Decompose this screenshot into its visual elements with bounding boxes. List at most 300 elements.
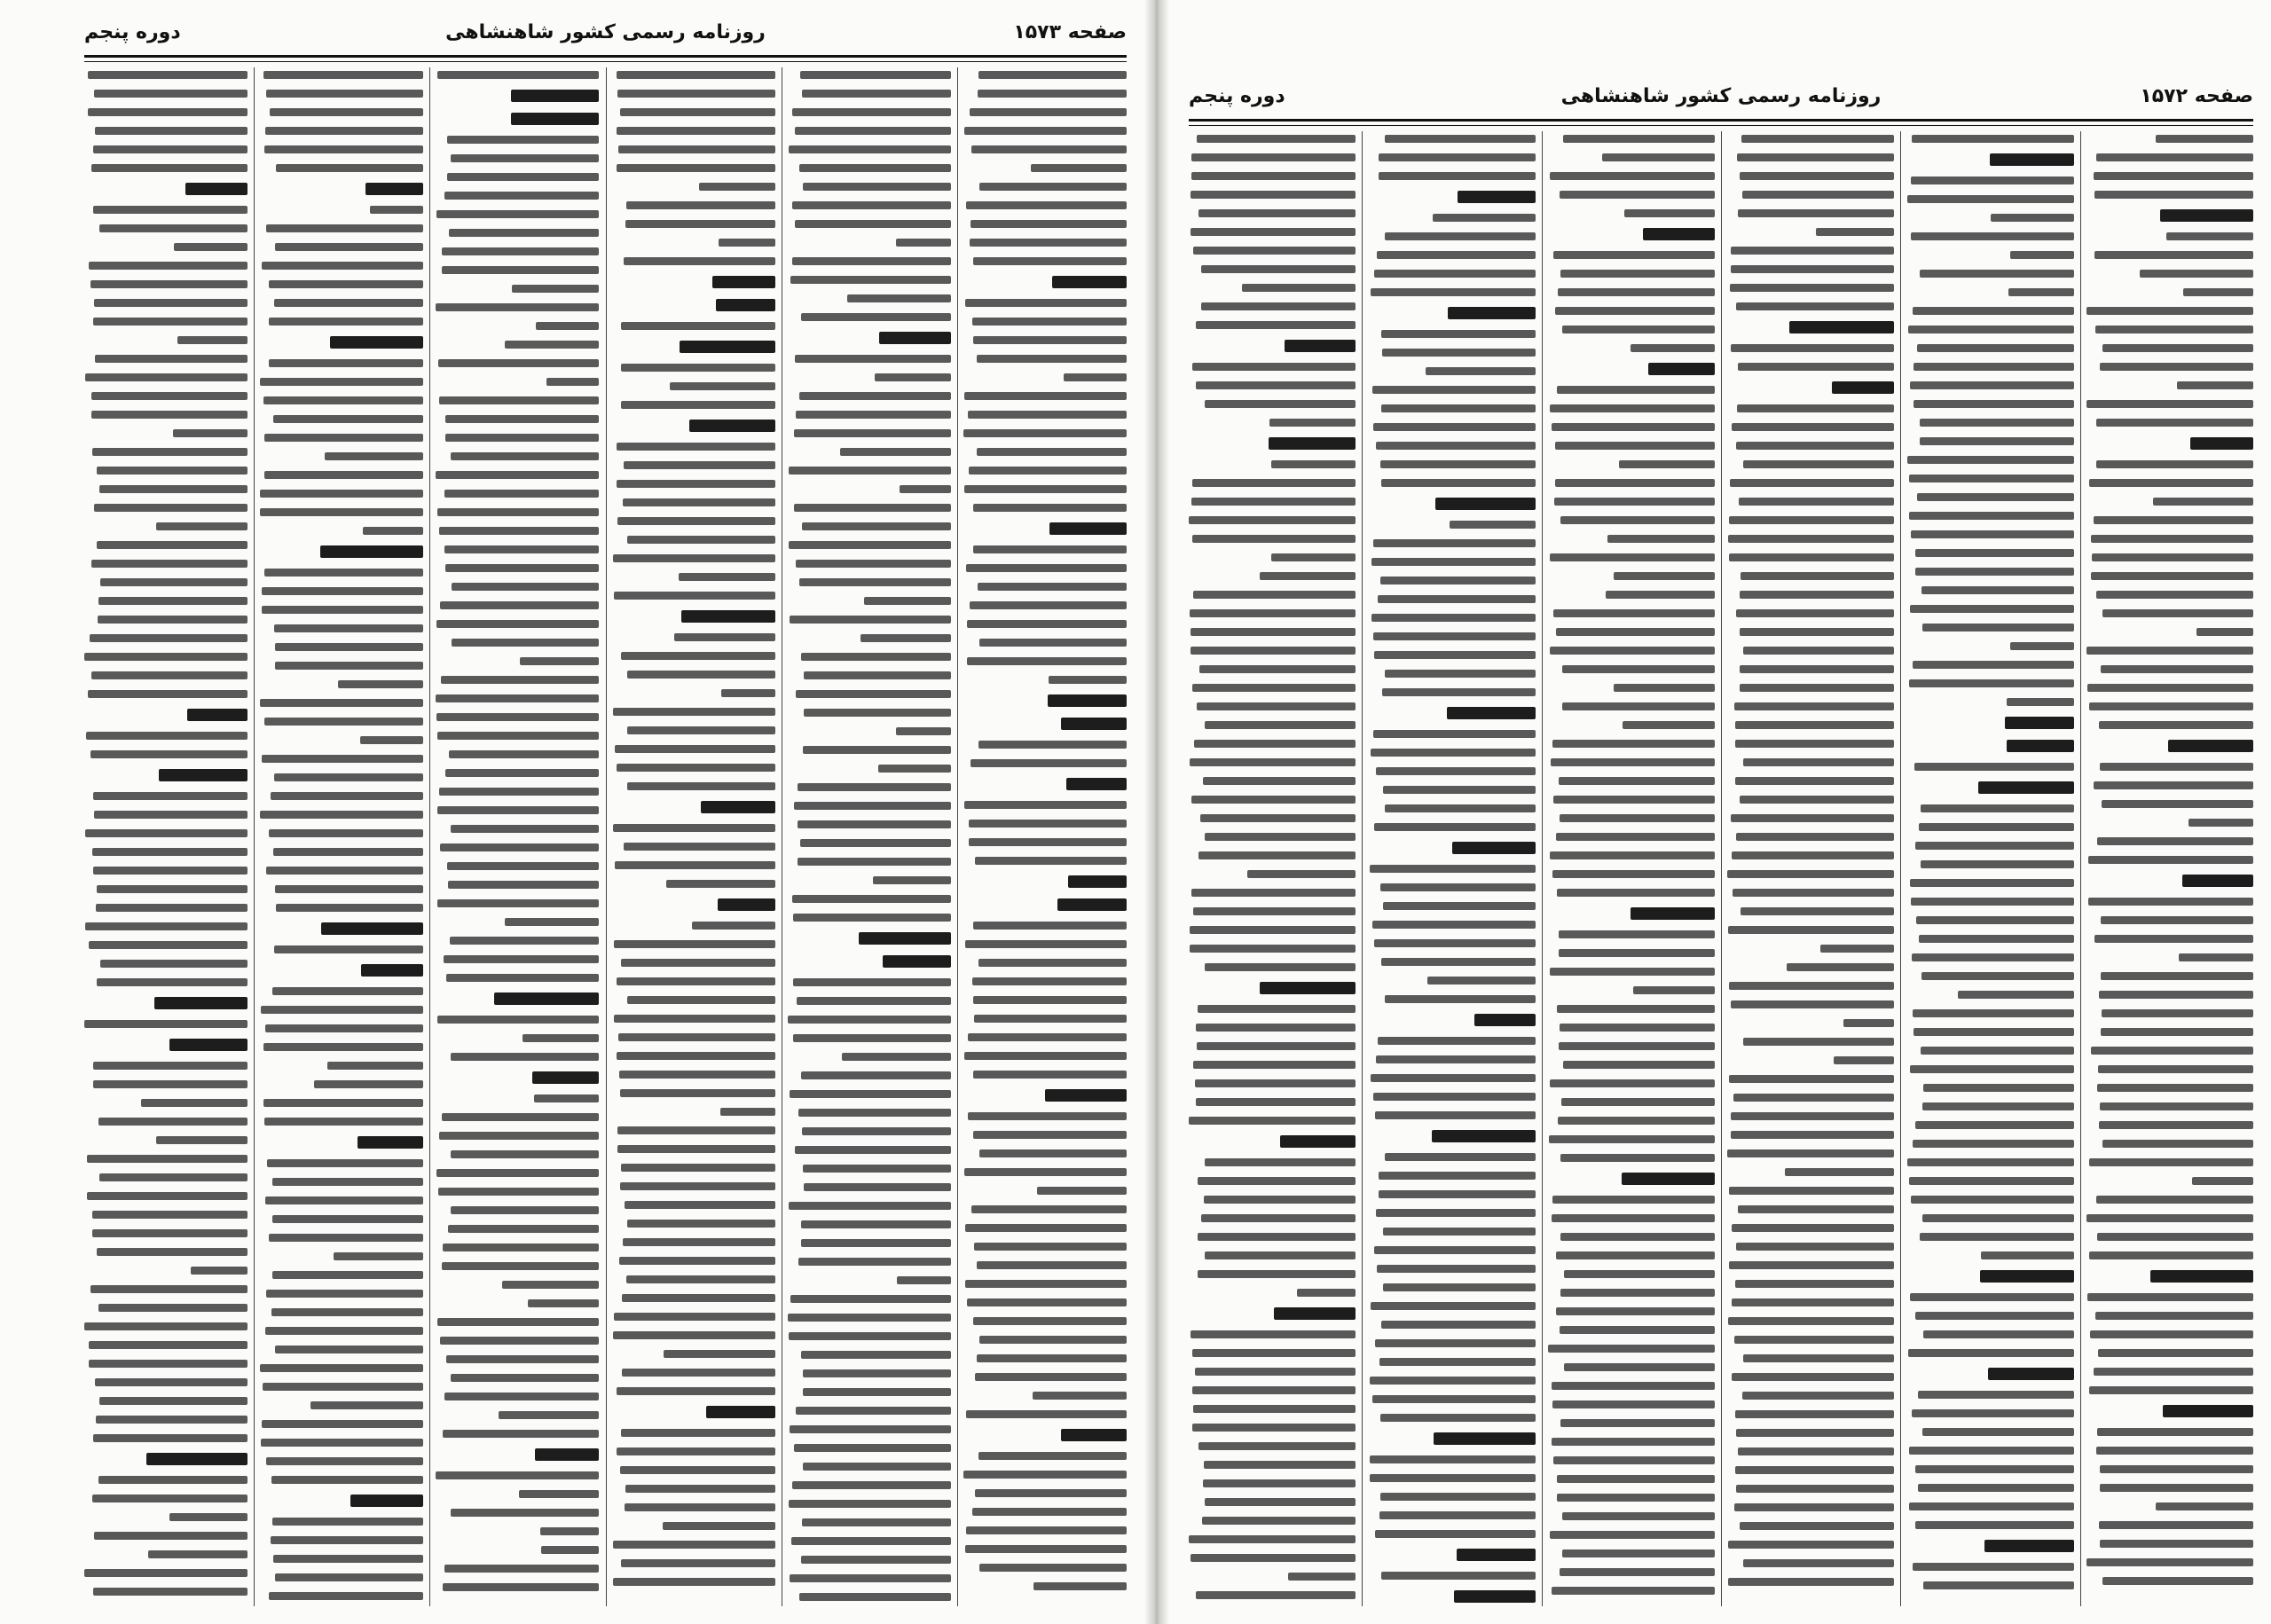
text-line: [796, 560, 951, 568]
text-line: [2098, 1349, 2253, 1357]
text-line: [91, 164, 248, 172]
text-line: [2096, 153, 2253, 161]
text-line: [86, 732, 248, 740]
text-line: [1031, 164, 1127, 172]
text-line: [1921, 586, 2074, 594]
text-line: [1922, 1214, 2074, 1222]
text-line: [679, 573, 775, 581]
text-line: [1727, 870, 1894, 878]
text-line: [274, 624, 423, 632]
text-line: [447, 862, 599, 870]
text-line: [1379, 1358, 1536, 1366]
text-line: [803, 1165, 951, 1173]
text-line: [965, 299, 1127, 307]
text-line: [1733, 1094, 1894, 1102]
text-line: [973, 504, 1127, 512]
column-separator: [254, 67, 255, 1606]
text-line: [1380, 1414, 1536, 1422]
text-line: [1385, 670, 1536, 678]
text-line: [1383, 1228, 1536, 1236]
text-line: [1734, 702, 1894, 710]
text-line: [621, 1164, 775, 1172]
text-line: [1729, 982, 1894, 990]
text-line: [1271, 460, 1356, 468]
text-line: [1373, 730, 1536, 738]
text-line: [875, 373, 951, 381]
text-line: [803, 183, 951, 191]
text-line: [1743, 1354, 1894, 1362]
text-line: [1374, 270, 1536, 278]
text-line: [796, 690, 951, 698]
text-line: [1064, 373, 1127, 381]
text-line: [1191, 628, 1356, 636]
text-line: [546, 378, 599, 386]
speaker-heading-line: [706, 1406, 775, 1418]
text-line: [2089, 1386, 2253, 1394]
text-line: [977, 355, 1127, 363]
text-line: [972, 1508, 1127, 1516]
text-line: [2094, 1368, 2253, 1376]
text-line: [265, 1327, 423, 1335]
text-line: [1192, 1424, 1356, 1432]
text-line: [1196, 1591, 1356, 1599]
text-line: [799, 1593, 951, 1601]
text-line: [436, 210, 599, 218]
text-line: [666, 880, 775, 888]
text-line: [437, 508, 599, 516]
text-line: [1731, 1000, 1894, 1008]
text-line: [2101, 972, 2253, 980]
text-line: [1552, 1382, 1715, 1390]
text-line: [970, 239, 1127, 247]
text-line: [444, 955, 599, 963]
column-separator: [429, 67, 430, 1606]
text-line: [1205, 833, 1356, 841]
text-line: [1374, 1246, 1536, 1254]
text-line: [1191, 1330, 1356, 1338]
text-line: [1731, 344, 1894, 352]
text-line: [1376, 1209, 1536, 1217]
text-line: [627, 1220, 775, 1228]
text-line: [1727, 1149, 1894, 1157]
speaker-heading-line: [1048, 694, 1127, 707]
text-line: [1735, 1466, 1894, 1474]
text-line: [625, 220, 775, 228]
text-line: [1735, 721, 1894, 729]
text-line: [1191, 647, 1356, 655]
text-line: [1731, 1112, 1894, 1120]
text-line: [1203, 777, 1356, 785]
text-line: [100, 578, 248, 586]
text-line: [1915, 1121, 2074, 1129]
text-line: [804, 671, 951, 679]
text-line: [802, 522, 951, 530]
speaker-heading-line: [1447, 707, 1536, 719]
text-line: [964, 392, 1127, 400]
text-line: [964, 1168, 1127, 1176]
text-line: [266, 90, 423, 98]
text-line: [1619, 460, 1715, 468]
text-line: [262, 755, 423, 763]
text-line: [2102, 1140, 2253, 1148]
text-line: [793, 1034, 951, 1042]
text-line: [442, 266, 599, 274]
text-line: [439, 1132, 599, 1140]
speaker-heading-line: [1435, 498, 1536, 510]
text-line: [896, 239, 951, 247]
text-line: [1912, 1409, 2074, 1417]
text-line: [627, 782, 775, 790]
text-line: [789, 541, 951, 549]
text-line: [1916, 916, 2074, 924]
text-line: [449, 750, 599, 758]
text-line: [1742, 191, 1894, 199]
text-column: [963, 67, 1127, 1606]
text-line: [1736, 1485, 1894, 1493]
text-line: [445, 415, 599, 423]
text-line: [965, 1545, 1127, 1553]
text-line: [1816, 228, 1894, 236]
speaker-heading-line: [680, 341, 775, 353]
text-line: [447, 173, 599, 181]
text-line: [1373, 1093, 1536, 1101]
text-line: [445, 564, 599, 572]
text-line: [897, 1276, 951, 1284]
text-line: [1373, 539, 1536, 547]
speaker-heading-line: [1068, 875, 1127, 888]
text-line: [99, 485, 248, 493]
text-line: [617, 517, 775, 525]
text-line: [1740, 628, 1894, 636]
text-line: [614, 1015, 775, 1023]
text-line: [624, 461, 775, 469]
text-line: [804, 709, 951, 717]
text-line: [1606, 591, 1715, 599]
text-line: [1247, 870, 1356, 878]
text-line: [1556, 1307, 1715, 1315]
text-line: [617, 1126, 775, 1134]
text-line: [2101, 665, 2253, 673]
text-line: [1560, 1024, 1715, 1032]
text-line: [792, 895, 951, 903]
text-line: [91, 560, 248, 568]
text-line: [1198, 1233, 1356, 1241]
text-line: [327, 1062, 423, 1070]
text-line: [803, 746, 951, 754]
text-line: [91, 671, 248, 679]
text-line: [1922, 1428, 2074, 1436]
text-line: [528, 1299, 599, 1307]
text-line: [2102, 609, 2253, 617]
text-line: [721, 689, 775, 697]
text-line: [441, 676, 599, 684]
text-line: [2087, 684, 2253, 692]
text-line: [439, 396, 599, 404]
text-line: [1427, 977, 1536, 985]
text-column: [260, 67, 423, 1606]
text-line: [1383, 902, 1536, 910]
text-line: [803, 1463, 951, 1471]
text-line: [1981, 1251, 2074, 1259]
text-line: [1198, 209, 1356, 217]
text-line: [1560, 1568, 1715, 1576]
text-line: [973, 1071, 1127, 1079]
text-line: [973, 996, 1127, 1004]
text-line: [793, 978, 951, 986]
right-page-columns: [1189, 131, 2253, 1606]
speaker-heading-line: [718, 898, 775, 911]
text-line: [965, 1280, 1127, 1288]
text-line: [617, 1145, 775, 1153]
text-line: [973, 545, 1127, 553]
text-line: [1563, 135, 1715, 143]
text-line: [1923, 1084, 2074, 1092]
text-line: [1550, 404, 1715, 412]
text-line: [625, 1485, 775, 1493]
text-line: [93, 792, 248, 800]
right-header-rule: [1189, 119, 2253, 126]
text-line: [1562, 326, 1715, 333]
text-line: [798, 1109, 951, 1117]
text-line: [1743, 460, 1894, 468]
right-page-number: صفحه ۱۵۷۲: [2140, 85, 2253, 107]
text-line: [1201, 1214, 1356, 1222]
speaker-heading-line: [1280, 1135, 1356, 1148]
text-line: [974, 1015, 1127, 1023]
text-line: [1560, 1419, 1715, 1427]
text-line: [800, 839, 951, 847]
text-line: [98, 616, 248, 624]
speaker-heading-line: [1260, 982, 1356, 994]
text-line: [98, 597, 248, 605]
text-line: [269, 359, 423, 367]
text-line: [2094, 191, 2253, 199]
text-line: [93, 1434, 248, 1442]
text-line: [1199, 665, 1356, 673]
text-line: [1731, 247, 1894, 255]
text-line: [790, 1090, 951, 1098]
text-line: [2101, 1028, 2253, 1036]
text-line: [968, 411, 1127, 419]
text-line: [720, 1108, 775, 1116]
text-line: [789, 1500, 951, 1508]
text-line: [797, 997, 951, 1005]
text-line: [1735, 777, 1894, 785]
text-line: [1297, 1289, 1356, 1297]
text-line: [795, 127, 951, 135]
text-line: [2099, 1121, 2253, 1129]
text-line: [796, 411, 951, 419]
text-line: [1737, 404, 1894, 412]
text-line: [964, 485, 1127, 493]
text-line: [2096, 1447, 2253, 1455]
text-line: [499, 1411, 599, 1419]
text-line: [1379, 1511, 1536, 1519]
text-line: [275, 643, 423, 651]
text-line: [1915, 568, 2074, 576]
text-line: [275, 662, 423, 670]
text-line: [94, 811, 248, 819]
text-line: [617, 1447, 775, 1455]
text-line: [794, 429, 951, 437]
text-line: [790, 1425, 951, 1433]
text-line: [1550, 1531, 1715, 1539]
text-line: [1376, 767, 1536, 775]
text-line: [445, 434, 599, 442]
text-line: [1379, 1172, 1536, 1180]
text-line: [90, 280, 248, 288]
text-line: [2008, 288, 2074, 296]
text-line: [801, 313, 951, 321]
text-line: [790, 276, 951, 284]
text-line: [325, 452, 423, 460]
speaker-heading-line: [169, 1039, 248, 1051]
speaker-heading-line: [1454, 1590, 1536, 1603]
text-line: [450, 937, 599, 945]
text-line: [1192, 1349, 1356, 1357]
text-line: [1191, 796, 1356, 804]
text-line: [1909, 1177, 2074, 1185]
text-line: [437, 806, 599, 814]
text-line: [271, 1308, 423, 1316]
text-line: [88, 690, 248, 698]
text-line: [436, 620, 599, 628]
text-line: [92, 1495, 248, 1502]
text-line: [1735, 1280, 1894, 1288]
text-line: [1921, 804, 2074, 812]
text-line: [1200, 814, 1356, 822]
text-line: [263, 1383, 423, 1391]
text-line: [1728, 926, 1894, 934]
text-line: [1740, 796, 1894, 804]
text-line: [617, 90, 775, 98]
text-line: [1193, 1405, 1356, 1413]
text-line: [1907, 456, 2074, 464]
speaker-heading-line: [2005, 717, 2074, 729]
text-line: [971, 1205, 1127, 1213]
text-line: [864, 597, 951, 605]
text-line: [799, 392, 951, 400]
text-line: [444, 490, 599, 498]
text-line: [2010, 642, 2074, 650]
text-line: [973, 1131, 1127, 1139]
text-line: [261, 1439, 423, 1447]
text-line: [719, 239, 775, 247]
text-line: [792, 201, 951, 209]
text-line: [621, 1429, 775, 1437]
text-line: [1922, 1102, 2074, 1110]
text-line: [85, 373, 248, 381]
text-line: [979, 1149, 1127, 1157]
speaker-heading-line: [1622, 1173, 1715, 1185]
text-line: [85, 829, 248, 837]
text-line: [789, 1332, 951, 1340]
text-line: [260, 811, 423, 819]
text-line: [99, 1397, 248, 1405]
text-line: [670, 382, 775, 390]
text-line: [274, 773, 423, 781]
text-line: [1910, 1293, 2074, 1301]
text-line: [451, 1509, 599, 1517]
text-line: [1736, 1243, 1894, 1251]
text-line: [2094, 251, 2253, 259]
text-line: [449, 229, 599, 237]
text-line: [96, 1416, 248, 1424]
text-line: [1552, 740, 1715, 748]
text-line: [1555, 307, 1715, 315]
text-line: [437, 732, 599, 740]
text-column: [612, 67, 775, 1606]
text-line: [1923, 1581, 2074, 1589]
speaker-heading-line: [712, 276, 775, 288]
right-page: [1162, 0, 2271, 1624]
text-line: [699, 183, 775, 191]
text-line: [1033, 1582, 1127, 1590]
text-line: [1624, 209, 1715, 217]
text-line: [93, 1588, 248, 1596]
text-line: [1739, 498, 1894, 506]
text-line: [1260, 572, 1356, 580]
text-line: [275, 1345, 423, 1353]
text-line: [436, 1169, 599, 1177]
speaker-heading-line: [1066, 778, 1127, 790]
text-line: [1557, 1494, 1715, 1502]
text-line: [1192, 535, 1356, 543]
text-line: [794, 504, 951, 512]
text-line: [264, 569, 423, 577]
text-line: [615, 745, 775, 753]
text-line: [1189, 516, 1356, 524]
text-line: [436, 694, 599, 702]
text-line: [89, 941, 248, 949]
text-line: [1911, 530, 2074, 538]
text-line: [1614, 684, 1715, 692]
text-line: [795, 355, 951, 363]
text-line: [436, 471, 599, 479]
text-line: [979, 183, 1127, 191]
text-line: [1558, 1117, 1715, 1125]
text-line: [1911, 232, 2074, 240]
text-line: [975, 857, 1127, 865]
speaker-heading-line: [1049, 522, 1127, 535]
text-line: [436, 713, 599, 721]
speaker-heading-line: [1274, 1307, 1356, 1320]
text-line: [1379, 153, 1536, 161]
text-line: [91, 411, 248, 419]
text-line: [979, 1336, 1127, 1344]
text-line: [1198, 1005, 1356, 1013]
text-line: [1553, 796, 1715, 804]
text-line: [1372, 386, 1536, 394]
text-line: [1915, 842, 2074, 850]
speaker-heading-line: [511, 113, 599, 125]
text-line: [792, 1481, 951, 1489]
text-line: [1729, 1187, 1894, 1195]
speaker-heading-line: [1643, 228, 1715, 240]
text-line: [1193, 247, 1356, 255]
text-line: [437, 1016, 599, 1024]
text-line: [1552, 1214, 1715, 1222]
text-line: [1909, 679, 2074, 687]
text-line: [794, 1444, 951, 1452]
text-line: [1738, 1205, 1894, 1213]
text-line: [92, 848, 248, 856]
text-line: [2094, 935, 2253, 943]
text-line: [798, 783, 951, 791]
text-line: [978, 741, 1127, 749]
text-line: [99, 1173, 248, 1181]
text-line: [1370, 1474, 1536, 1482]
